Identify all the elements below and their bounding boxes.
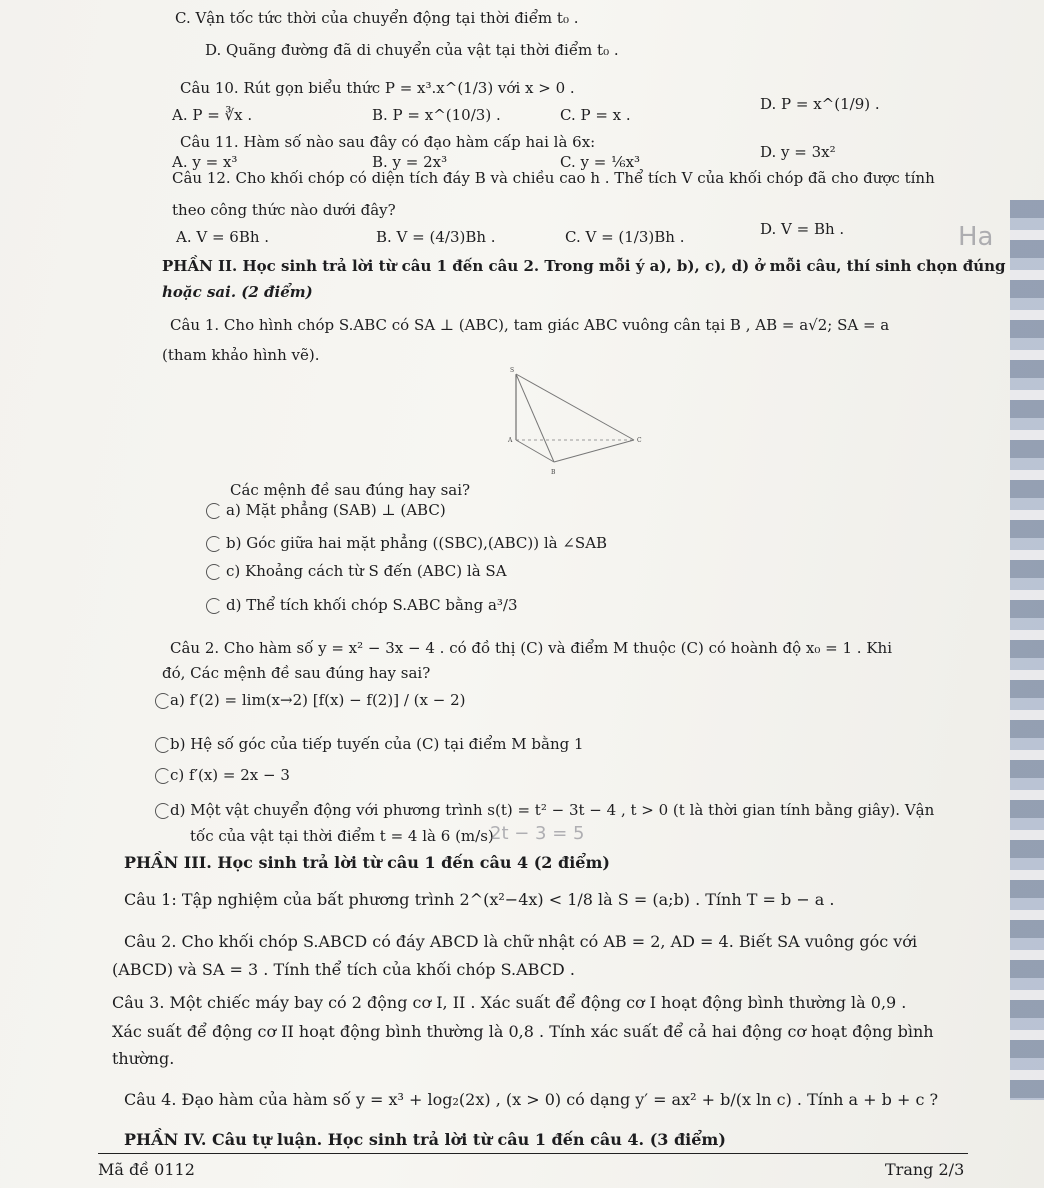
p3-q2-line2: (ABCD) và SA = 3 . Tính thể tích của khối chóp S.ABCD . <box>112 960 575 979</box>
q11-c: C. y = ⅙x³ <box>560 153 641 171</box>
q10-stem: Câu 10. Rút gọn biểu thức P = x³.x^(1/3) với x > 0 . <box>180 79 575 97</box>
p3-q3-line3: thường. <box>112 1049 175 1068</box>
answer-mark-icon <box>155 737 171 753</box>
answer-mark-icon <box>206 503 222 519</box>
q10-a: A. P = ∛x . <box>172 106 253 124</box>
p2q1-prompt: Các mệnh đề sau đúng hay sai? <box>230 481 471 499</box>
p3-q1: Câu 1: Tập nghiệm của bất phương trình 2^(x²−4x) < 1/8 là S = (a;b) . Tính T = b − a . <box>124 890 835 909</box>
p2q2-d: d) Một vật chuyển động với phương trình s(t) = t² − 3t − 4 , t > 0 (t là thời gian tính bằng giây). Vận <box>170 801 935 819</box>
p3-q2-line1: Câu 2. Cho khối chóp S.ABCD có đáy ABCD là chữ nhật có AB = 2, AD = 4. Biết SA vuông góc với <box>124 932 918 951</box>
q12-a: A. V = 6Bh . <box>176 228 270 246</box>
q12-d: D. V = Bh . <box>760 220 845 238</box>
answer-mark-icon <box>155 768 171 784</box>
page-edge-decoration <box>1010 200 1044 1100</box>
p2q1-c: c) Khoảng cách từ S đến (ABC) là SA <box>226 562 507 580</box>
p2q1-stem: Câu 1. Cho hình chóp S.ABC có SA ⊥ (ABC), tam giác ABC vuông cân tại B , AB = a√2; SA = a <box>170 316 890 334</box>
answer-mark-icon <box>206 598 222 614</box>
p2q2-c: c) f′(x) = 2x − 3 <box>170 766 290 784</box>
p2q2-a: a) f′(2) = lim(x→2) [f(x) − f(2)] / (x − 2) <box>170 691 466 709</box>
p2q2-stem-2: đó, Các mệnh đề sau đúng hay sai? <box>162 664 431 682</box>
q10-d: D. P = x^(1/9) . <box>760 95 880 113</box>
handwritten-note: Ha <box>958 222 994 252</box>
q11-d: D. y = 3x² <box>760 143 836 161</box>
edge-sc <box>516 374 634 440</box>
part4-title: PHẦN IV. Câu tự luận. Học sinh trả lời từ câu 1 đến câu 4. (3 điểm) <box>124 1130 726 1149</box>
p2q2-d-2: tốc của vật tại thời điểm t = 4 là 6 (m/s) <box>190 827 494 845</box>
part2-title: PHẦN II. Học sinh trả lời từ câu 1 đến câu 2. Trong mỗi ý a), b), c), d) ở mỗi câu, thí sinh chọn đúng <box>162 257 1006 275</box>
pyramid-figure <box>498 362 648 482</box>
footer-divider <box>98 1153 968 1154</box>
p2q1-a: a) Mặt phẳng (SAB) ⊥ (ABC) <box>226 501 446 519</box>
q10-c: C. P = x . <box>560 106 631 124</box>
q11-stem: Câu 11. Hàm số nào sau đây có đạo hàm cấp hai là 6x: <box>180 133 596 151</box>
p3-q3-line2: Xác suất để động cơ II hoạt động bình thường là 0,8 . Tính xác suất để cả hai động cơ hoạt động bình <box>112 1022 934 1041</box>
label-c: C <box>637 437 642 444</box>
answer-mark-icon <box>206 564 222 580</box>
q12-b: B. V = (4/3)Bh . <box>376 228 496 246</box>
p3-q4: Câu 4. Đạo hàm của hàm số y = x³ + log₂(2x) , (x > 0) có dạng y′ = ax² + b/(x ln c) . Tính a + b + c ? <box>124 1090 939 1109</box>
q11-b: B. y = 2x³ <box>372 153 448 171</box>
q11-a: A. y = x³ <box>172 153 238 171</box>
answer-mark-icon <box>155 693 171 709</box>
option-c-line: C. Vận tốc tức thời của chuyển động tại thời điểm t₀ . <box>175 9 579 27</box>
option-d-line: D. Quãng đường đã di chuyển của vật tại thời điểm t₀ . <box>205 41 619 59</box>
edge-bc <box>554 440 634 462</box>
q12-c: C. V = (1/3)Bh . <box>565 228 685 246</box>
part3-title: PHẦN III. Học sinh trả lời từ câu 1 đến câu 4 (2 điểm) <box>124 853 610 872</box>
answer-mark-icon <box>155 803 171 819</box>
answer-mark-icon <box>206 536 222 552</box>
label-s: S <box>510 367 515 374</box>
label-a: A <box>508 437 513 444</box>
page-number: Trang 2/3 <box>885 1160 965 1179</box>
p2q2-b: b) Hệ số góc của tiếp tuyến của (C) tại điểm M bằng 1 <box>170 735 584 753</box>
handwritten-note: 2t − 3 = 5 <box>490 823 585 844</box>
edge-sb <box>516 374 554 462</box>
part2-title-2: hoặc sai. (2 điểm) <box>162 283 313 301</box>
p2q1-b: b) Góc giữa hai mặt phẳng ((SBC),(ABC)) là ∠SAB <box>226 534 608 552</box>
p3-q3-line1: Câu 3. Một chiếc máy bay có 2 động cơ I, II . Xác suất để động cơ I hoạt động bình thường là 0,9 . <box>112 993 907 1012</box>
exam-code: Mã đề 0112 <box>98 1160 195 1179</box>
p2q1-d: d) Thể tích khối chóp S.ABC bằng a³/3 <box>226 596 518 614</box>
p2q2-stem: Câu 2. Cho hàm số y = x² − 3x − 4 . có đồ thị (C) và điểm M thuộc (C) có hoành độ x₀ = 1 . Khi <box>170 639 893 657</box>
q12-stem-2: theo công thức nào dưới đây? <box>172 201 396 219</box>
q12-stem-1: Câu 12. Cho khối chóp có diện tích đáy B và chiều cao h . Thể tích V của khối chóp đã cho được tính <box>172 169 935 187</box>
p2q1-note: (tham khảo hình vẽ). <box>162 346 320 364</box>
q10-b: B. P = x^(10/3) . <box>372 106 501 124</box>
label-b: B <box>551 469 556 476</box>
edge-ab <box>516 440 554 462</box>
